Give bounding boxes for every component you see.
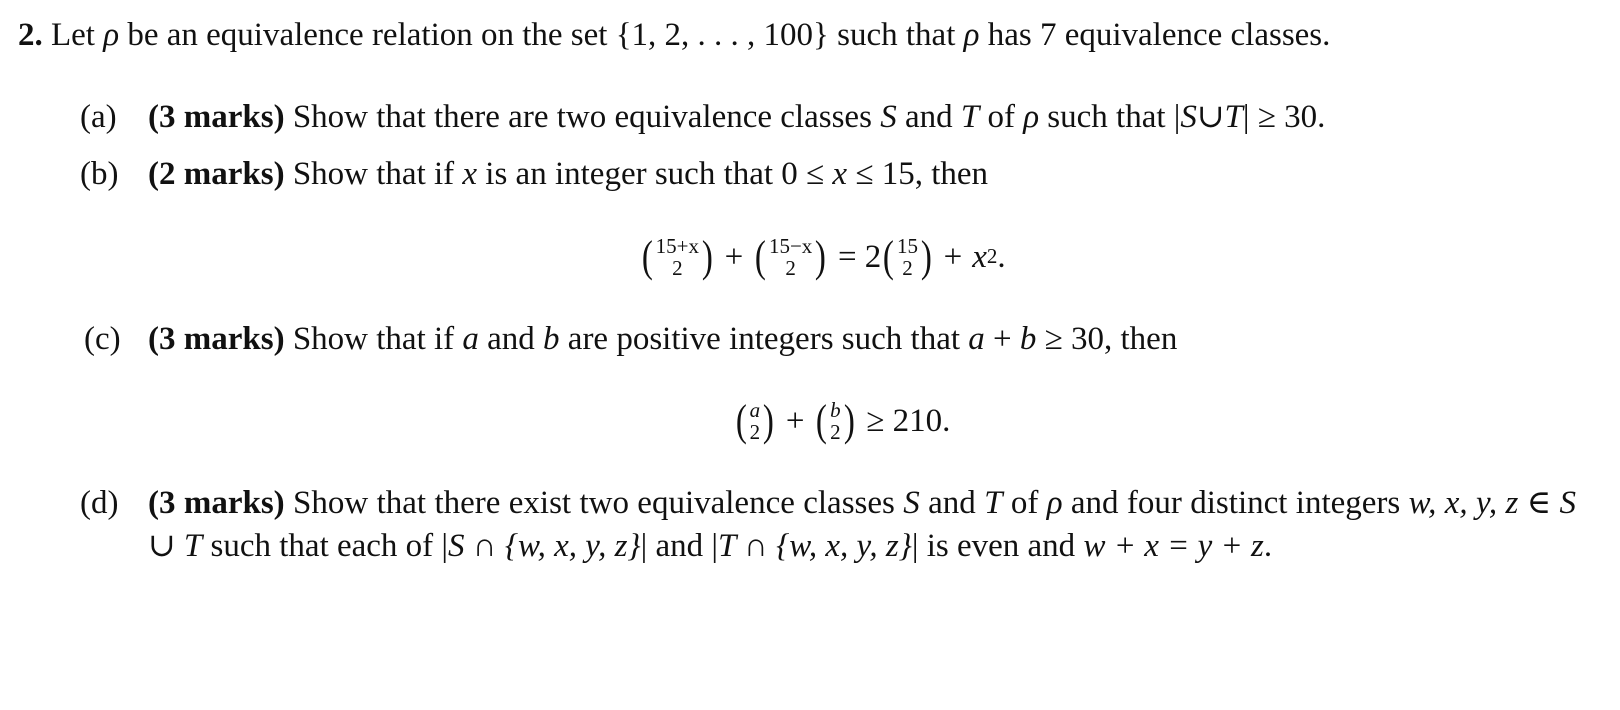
part-a-text-2: such that |: [1039, 99, 1181, 135]
part-d-text-2: and four distinct integers: [1062, 485, 1409, 521]
part-b-equation: [640, 228, 1006, 286]
intro-text-3: has 7 equivalence classes.: [979, 17, 1331, 53]
binomial-bottom: 2: [749, 420, 761, 444]
var-T: T: [984, 485, 1003, 521]
exponent: 2: [986, 244, 998, 269]
part-a-text: [148, 96, 1325, 139]
left-paren: (: [735, 396, 747, 445]
binomial-bottom: 2: [672, 256, 683, 280]
binomial: [734, 396, 776, 445]
var-T: T: [1224, 99, 1243, 135]
equals-two: = 2: [837, 238, 882, 275]
part-d-marks: (3 marks): [148, 485, 285, 521]
right-paren: ): [920, 232, 932, 281]
part-d-text-4: such that each of |: [202, 528, 449, 564]
question-number: 2.: [18, 17, 43, 53]
var-x: x: [972, 238, 987, 275]
part-d-text-6: | is even and: [911, 528, 1084, 564]
sum-equation: w + x = y + z: [1083, 528, 1264, 564]
T-intersection: T ∩ {w, x, y, z}: [718, 528, 912, 564]
part-c-text: [148, 318, 1177, 361]
part-b-label: (b): [80, 156, 119, 192]
left-paren: (: [755, 232, 767, 281]
var-a: a: [462, 321, 479, 357]
part-a-text-1: Show that there are two equivalence classes: [284, 99, 881, 135]
binomial-bottom: 2: [902, 256, 913, 280]
element-of: ∈: [1518, 485, 1560, 521]
part-c-equation: [734, 392, 950, 450]
part-d-and: and: [919, 485, 985, 521]
part-a-label: (a): [80, 99, 117, 135]
binomial-stack: [897, 235, 918, 279]
part-d-text: [148, 482, 1576, 568]
intro-text-2: be an equivalence relation on the set {1, 2, . . . , 100} such that: [119, 17, 964, 53]
part-c-marks: (3 marks): [148, 321, 285, 357]
S-union-T: S ∪ T: [148, 485, 1576, 564]
plus-sign: +: [724, 238, 744, 275]
part-c-label: (c): [84, 321, 121, 357]
binomial-bottom: 2: [830, 420, 841, 444]
part-c-text-2: are positive integers such that: [559, 321, 969, 357]
binomial-stack: [830, 399, 841, 443]
part-d-of: of: [1002, 485, 1047, 521]
right-paren: ): [701, 232, 713, 281]
plus-sign: +: [785, 402, 805, 439]
binomial-top: 15−x: [768, 233, 813, 258]
binomial-stack: [769, 235, 812, 279]
var-b: b: [543, 321, 560, 357]
var-T: T: [960, 99, 980, 135]
binomial-top: 15: [896, 233, 918, 258]
period: .: [997, 238, 1006, 275]
part-b-marks: (2 marks): [148, 156, 285, 192]
var-S: S: [1180, 99, 1197, 135]
left-paren: (: [883, 232, 895, 281]
left-paren: (: [641, 232, 653, 281]
part-b-text: [148, 153, 988, 196]
var-x: x: [462, 156, 478, 192]
right-paren: ): [843, 396, 855, 445]
part-d-text-1: Show that there exist two equivalence classes: [284, 485, 904, 521]
var-b: b: [1019, 321, 1037, 357]
var-a: a: [968, 321, 985, 357]
var-x: x: [832, 156, 848, 192]
binomial: [881, 232, 933, 281]
part-d-text-5: | and |: [640, 528, 719, 564]
left-paren: (: [816, 396, 828, 445]
part-a-text-3: | ≥ 30.: [1242, 99, 1326, 135]
rho-symbol: ρ: [1046, 485, 1063, 521]
rho-symbol: ρ: [1023, 99, 1040, 135]
period: .: [1263, 528, 1273, 564]
question-intro: [18, 14, 1330, 57]
binomial-bottom: 2: [785, 256, 796, 280]
vars-wxyz: w, x, y, z: [1408, 485, 1519, 521]
intro-text-1: Let: [51, 17, 104, 53]
plus-sign: +: [984, 321, 1020, 357]
part-c-text-4: ≥ 30, then: [1036, 321, 1178, 357]
right-paren: ): [815, 232, 827, 281]
binomial: [814, 396, 856, 445]
binomial-top: b: [830, 397, 841, 422]
binomial: [640, 232, 715, 281]
var-S: S: [880, 99, 897, 135]
part-a-and: and: [896, 99, 961, 135]
part-a-marks: (3 marks): [148, 99, 285, 135]
var-S: S: [903, 485, 920, 521]
part-c-text-1: Show that if: [284, 321, 463, 357]
part-b-text-2: is an integer such that 0 ≤: [477, 156, 833, 192]
binomial-top: 15+x: [655, 233, 699, 258]
cup-symbol: ∪: [1196, 99, 1225, 135]
part-d-label: (d): [80, 485, 119, 521]
part-b-text-3: ≤ 15, then: [847, 156, 989, 192]
rho-symbol: ρ: [103, 17, 120, 53]
plus-sign: +: [943, 238, 963, 275]
part-a-of: of: [979, 99, 1024, 135]
S-intersection: S ∩ {w, x, y, z}: [448, 528, 641, 564]
rho-symbol: ρ: [963, 17, 980, 53]
part-c-and: and: [478, 321, 544, 357]
binomial: [753, 232, 828, 281]
binomial-stack: [750, 399, 761, 443]
binomial-top: a: [749, 397, 761, 422]
inequality-rest: ≥ 210.: [866, 402, 951, 439]
right-paren: ): [762, 396, 774, 445]
part-b-text-1: Show that if: [284, 156, 463, 192]
binomial-stack: [656, 235, 699, 279]
